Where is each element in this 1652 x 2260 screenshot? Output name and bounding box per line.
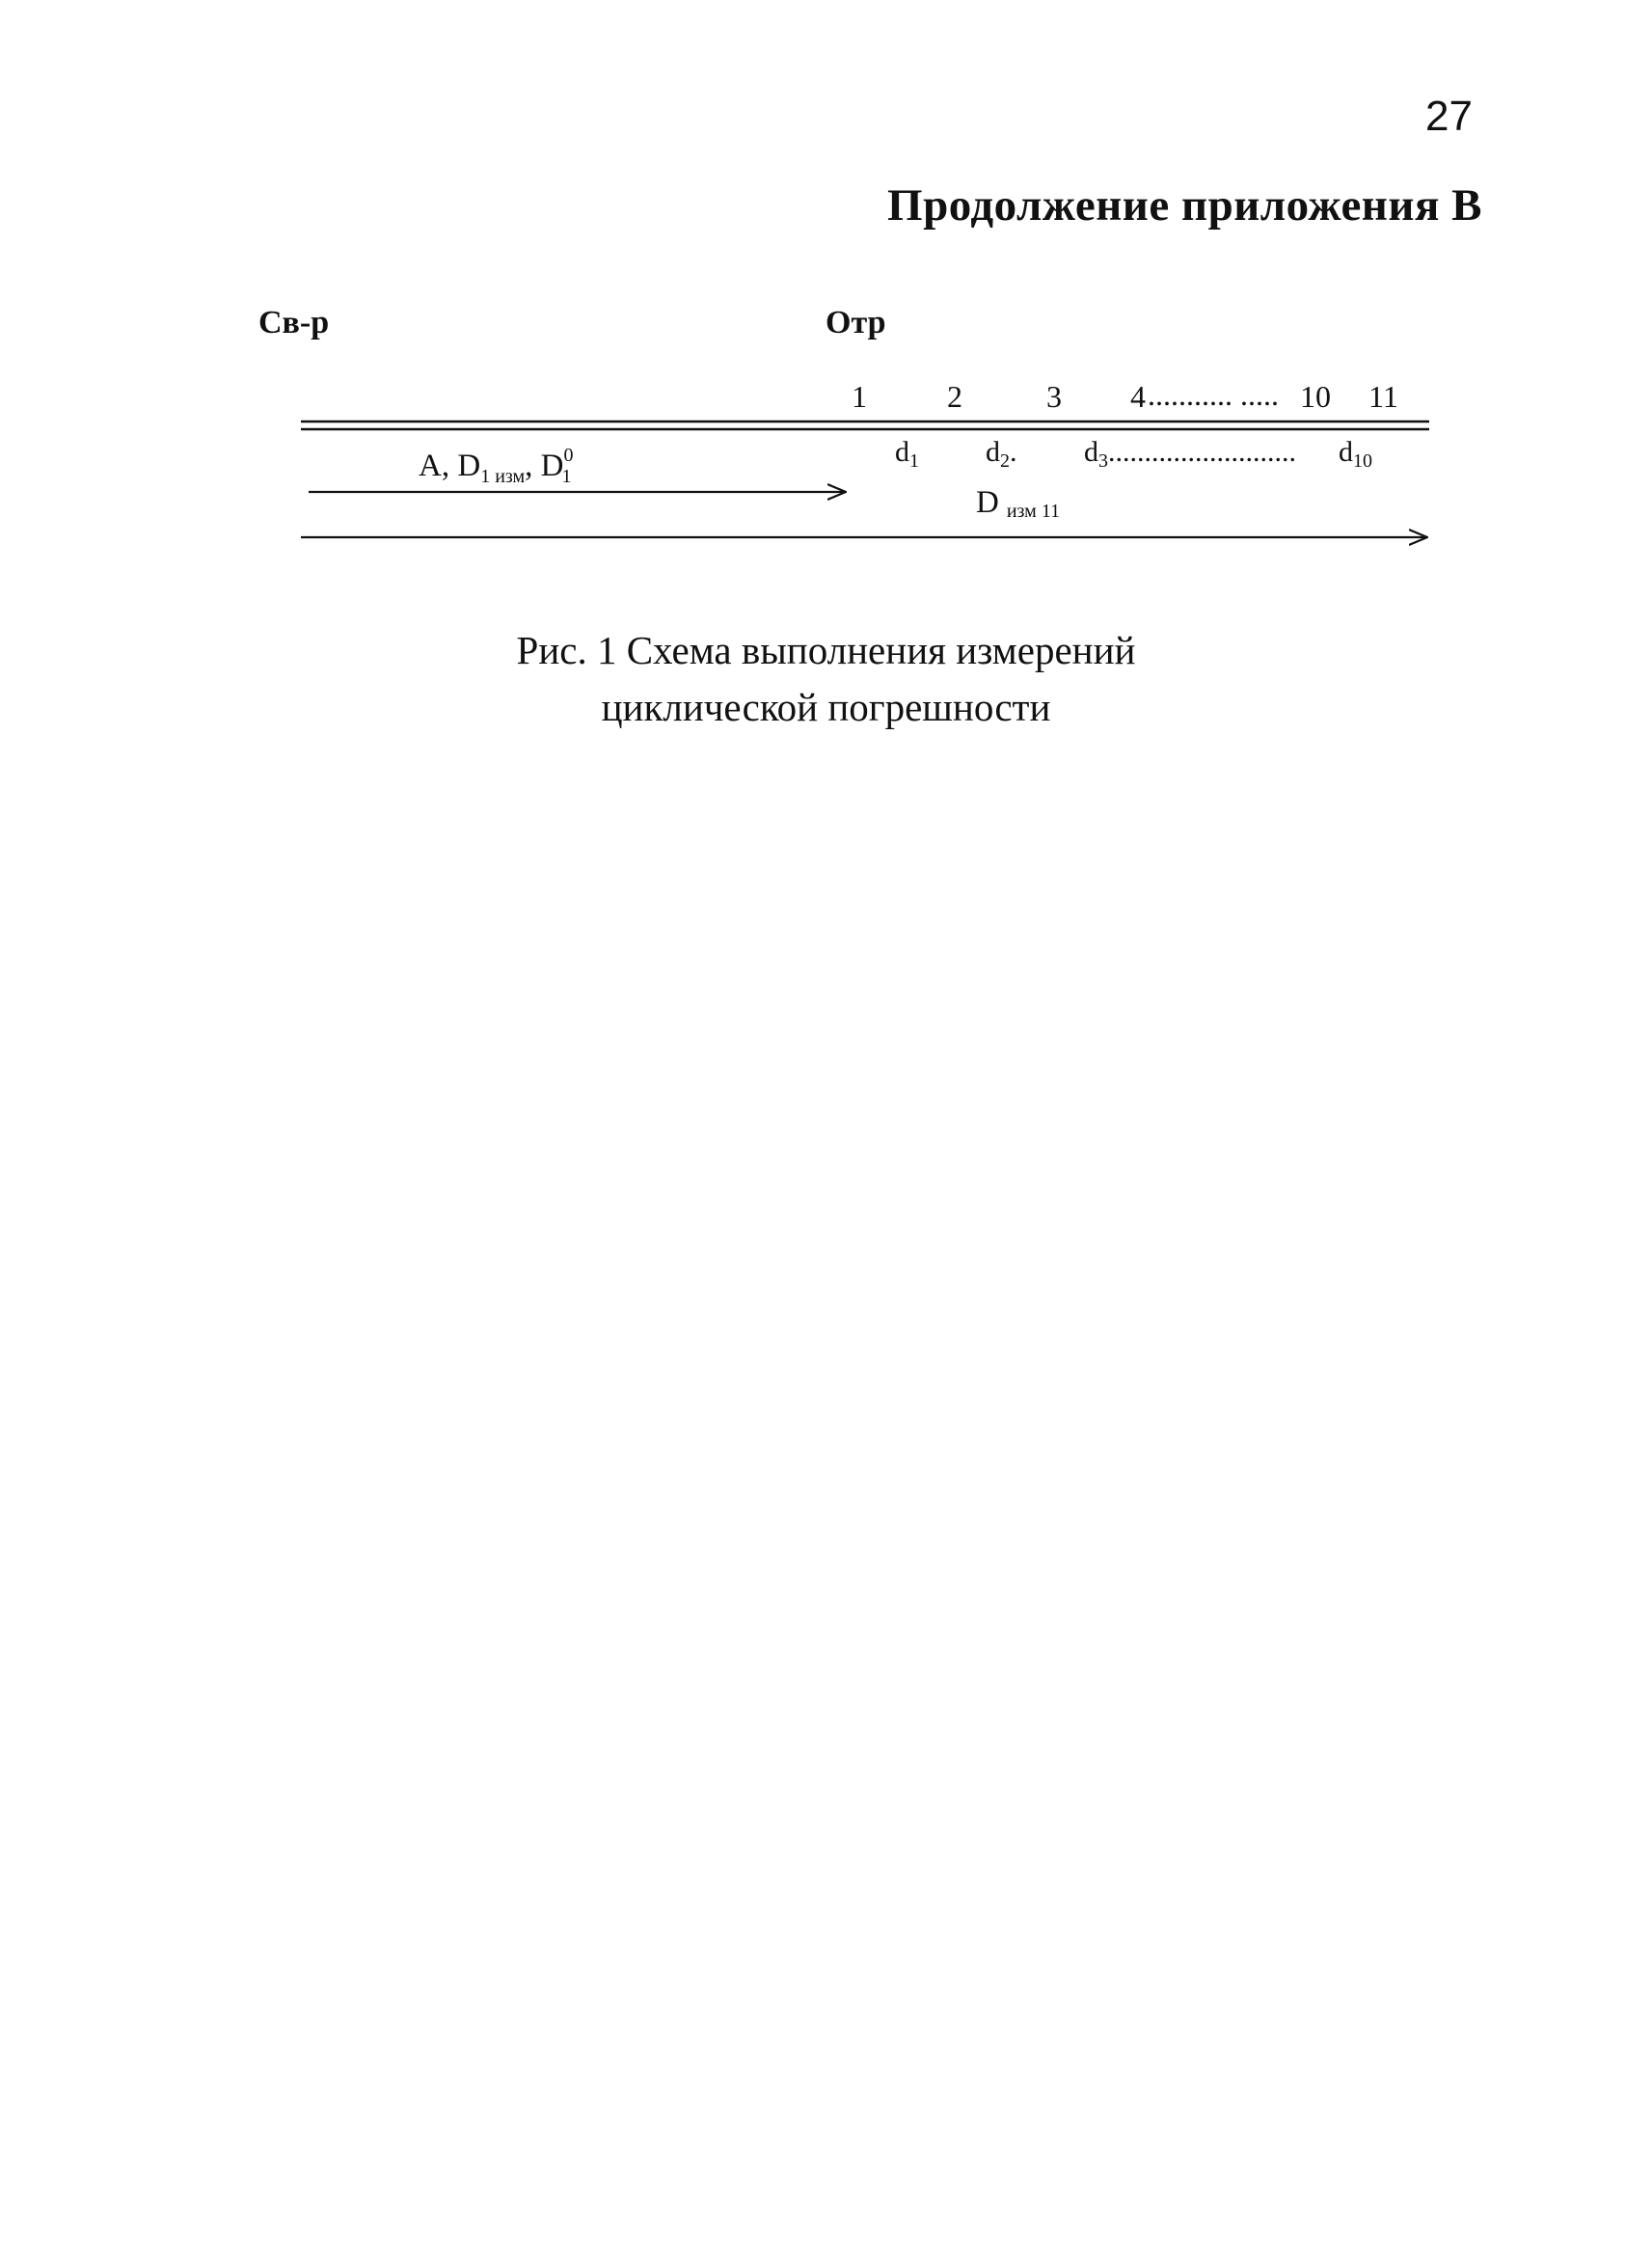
tick-label: 3 (1046, 379, 1062, 414)
total-distance-annotation: Dизм 11 (976, 485, 1061, 522)
page-number: 27 (1425, 93, 1473, 140)
tick-label: 1 (852, 379, 867, 414)
tick-label: 10 (1300, 379, 1331, 414)
reflector-label: Отр (826, 305, 886, 340)
segment-label-d3: $d_3$.......................... (1084, 436, 1296, 472)
tick-label: 11 (1368, 379, 1398, 414)
figure-caption-line-1: Рис. 1 Схема выполнения измерений (516, 628, 1136, 672)
device-label: Св-р (258, 305, 330, 340)
segment-label-d10: $d_{10}$ (1339, 436, 1372, 472)
page-heading: Продолжение приложения В (887, 180, 1482, 231)
tick-label: 2 (947, 379, 962, 414)
segment-label-d1: $d_1$ (895, 436, 919, 472)
tick-ellipsis: ........... ..... (1148, 377, 1279, 412)
first-interval-annotation: A, $D_{1 изм}$, $D^0$ 1 (419, 445, 574, 487)
segment-label-d2: $d_2$. (986, 436, 1017, 472)
figure-caption-line-2: циклической погрешности (601, 685, 1051, 729)
tick-label: 4 (1130, 379, 1146, 414)
measurement-diagram (0, 0, 1652, 675)
